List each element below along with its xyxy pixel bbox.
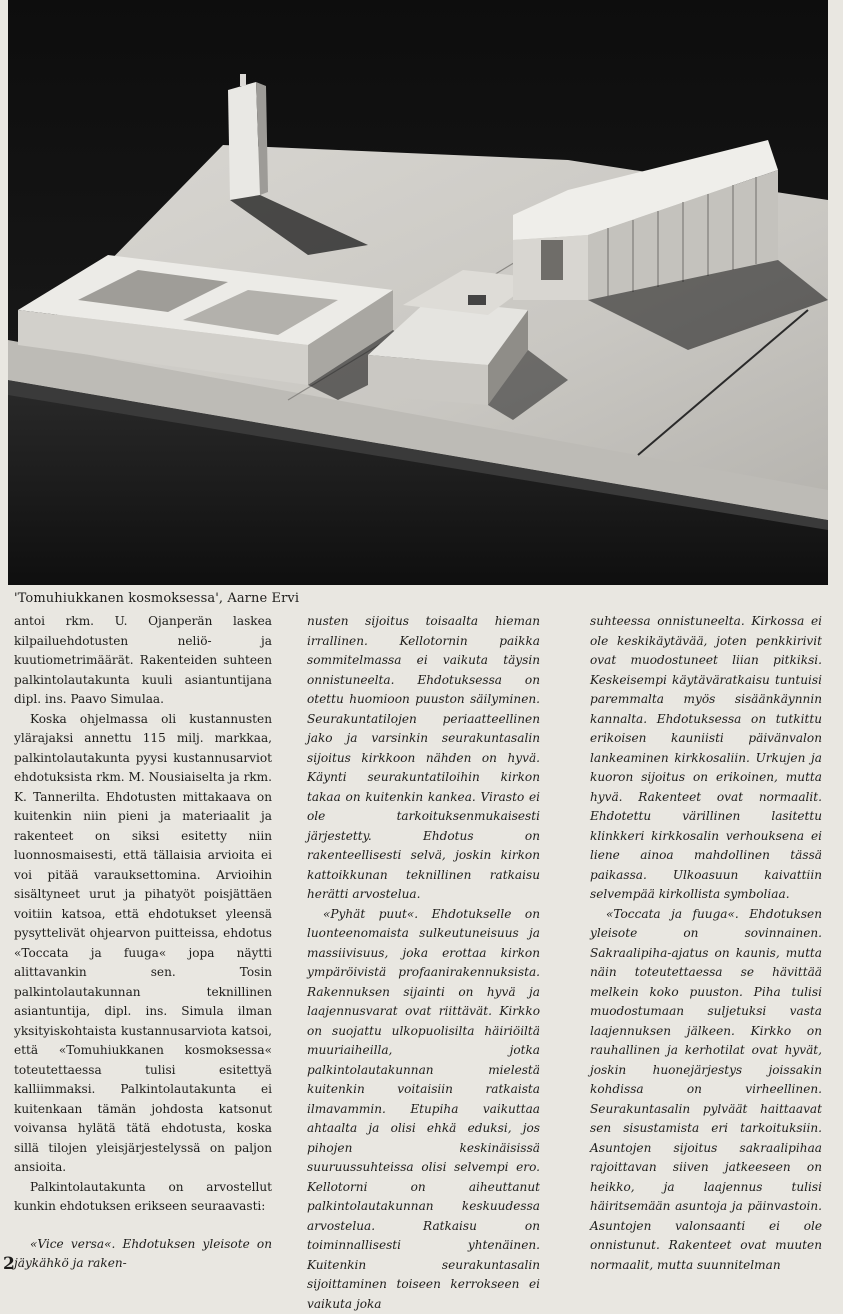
paragraph: Palkintolautakunta on arvostellut kunkin ehdotuksen erikseen seuraavasti: <box>14 1178 272 1217</box>
paragraph: antoi rkm. U. Ojanperän laskea kilpailuehdotusten neliö- ja kuutiometrimäärät. Rakenteiden suhteen palkintolautakunta kuuli asiantuntijana dipl. ins. Paavo Simulaa. <box>14 612 272 710</box>
text-column-1 <box>14 612 272 1274</box>
paragraph: «Toccata ja fuuga«. Ehdotuksen yleisote on sovinnainen. Sakraalipiha-ajatus on kaunis, mutta näin toteutettaessa se hävittää melkein koko puuston. Piha tulisi muodostumaan suljetuksi vasta laajennuksen jälkeen. Kirkko on rauhallinen ja kerhotilat ovat hyvät, joskin huonejärjestys joissakin kohdissa on virheellinen. Seurakuntasalin pylväät haittaavat sen sisustamista eri tarkoituksiin. Asuntojen sijoitus sakraalipihaa rajoittavan siiven jatkeeseen on heikko, ja laajennus tulisi häiritsemään asuntoja ja päinvastoin. Asuntojen valonsaanti ei ole onnistunut. Rakenteet ovat muuten normaalit, mutta suunnitelman <box>590 905 822 1276</box>
photo-caption: 'Tomuhiukkanen kosmoksessa', Aarne Ervi <box>14 591 514 606</box>
paragraph: nusten sijoitus toisaalta hieman irrallinen. Kellotornin paikka sommitelmassa ei vaikuta täysin onnistuneelta. Ehdotuksessa on otettu huomioon puuston säilyminen. Seurakuntatilojen periaatteellinen jako ja varsinkin seurakuntasalin sijoitus kirkkoon nähden on hyvä. Käynti seurakuntatiloihin kirkon takaa on kuitenkin kankea. Virasto ei ole tarkoituksenmukaisesti järjestetty. Ehdotus on rakenteellisesti selvä, joskin kirkon kattoikkunan teknillinen ratkaisu herätti arvostelua. <box>307 612 540 905</box>
paragraph: suhteessa onnistuneelta. Kirkossa ei ole keskikäytävää, joten penkkirivit ovat muodostuneet liian pitkiksi. Keskeisempi käytäväratkaisu tuntuisi paremmalta myös sisäänkäynnin kannalta. Ehdotuksessa on tutkittu erikoisen kauniisti päivänvalon lankeaminen kirkkosaliin. Urkujen ja kuoron sijoitus on erikoinen, mutta hyvä. Rakenteet ovat normaalit. Ehdotettu värillinen lasitettu klinkkeri kirkkosalin verhouksena ei liene ainoa mahdollinen tässä paikassa. Ulkoasuun kaivattiin selvempää kirkollista symboliaa. <box>590 612 822 905</box>
architecture-model-photo <box>8 0 828 585</box>
paragraph: «Pyhät puut«. Ehdotukselle on luonteenomaista sulkeutuneisuus ja massiivisuus, joka erottaa kirkon ympäröivistä profaanirakennuksista. Rakennuksen sijainti on hyvä ja laajennusvarat ovat riittävät. Kirkko on suojattu ulkopuolisilta häiriöiltä muuriaiheilla, jotka palkintolautakunnan mielestä kuitenkin voitaisiin ratkaista ilmavammin. Etupiha vaikuttaa ahtaalta ja olisi ehkä eduksi, jos pihojen keskinäisissä suuruussuhteissa olisi selvempi ero. Kellotorni on aiheuttanut palkintolautakunnan keskuudessa arvostelua. Ratkaisu on toiminnallisesti yhtenäinen. Kuitenkin seurakuntasalin sijoittaminen toiseen kerrokseen ei vaikuta joka <box>307 905 540 1314</box>
architecture-model-icon <box>8 0 828 585</box>
paragraph: «Vice versa«. Ehdotuksen yleisote on jäykähkö ja raken- <box>14 1235 272 1274</box>
text-column-3 <box>590 612 822 1275</box>
paragraph: Koska ohjelmassa oli kustannusten ylärajaksi annettu 115 milj. markkaa, palkintolautakunta pyysi kustannusarviot ehdotuksista rkm. M. Nousiaiselta ja rkm. K. Tannerilta. Ehdotusten mittakaava on kuitenkin niin pieni ja materiaalit ja rakenteet on siksi esitetty niin luonnosmaisesti, että tällaisia arvioita ei voi pitää varauksettomina. Arvioihin sisältyneet urut ja pihatyöt poisjättäen voitiin katsoa, että ehdotukset yleensä pysyttelivät ohjearvon puitteissa, ehdotus «Toccata ja fuuga« jopa näytti alittavankin sen. Tosin palkintolautakunnan teknillinen asiantuntija, dipl. ins. Simula ilman yksityiskohtaista kustannusarviota katsoi, että «Tomuhiukkanen kosmoksessa« toteutettaessa tulisi esitettyä kalliimmaksi. Palkintolautakunta ei kuitenkaan tämän johdosta katsonut voivansa hylätä tätä ehdotusta, koska sillä tilojen yleisjärjestelyssä on paljon ansioita. <box>14 710 272 1178</box>
text-column-2 <box>307 612 540 1314</box>
page-number: 2 <box>3 1254 15 1274</box>
